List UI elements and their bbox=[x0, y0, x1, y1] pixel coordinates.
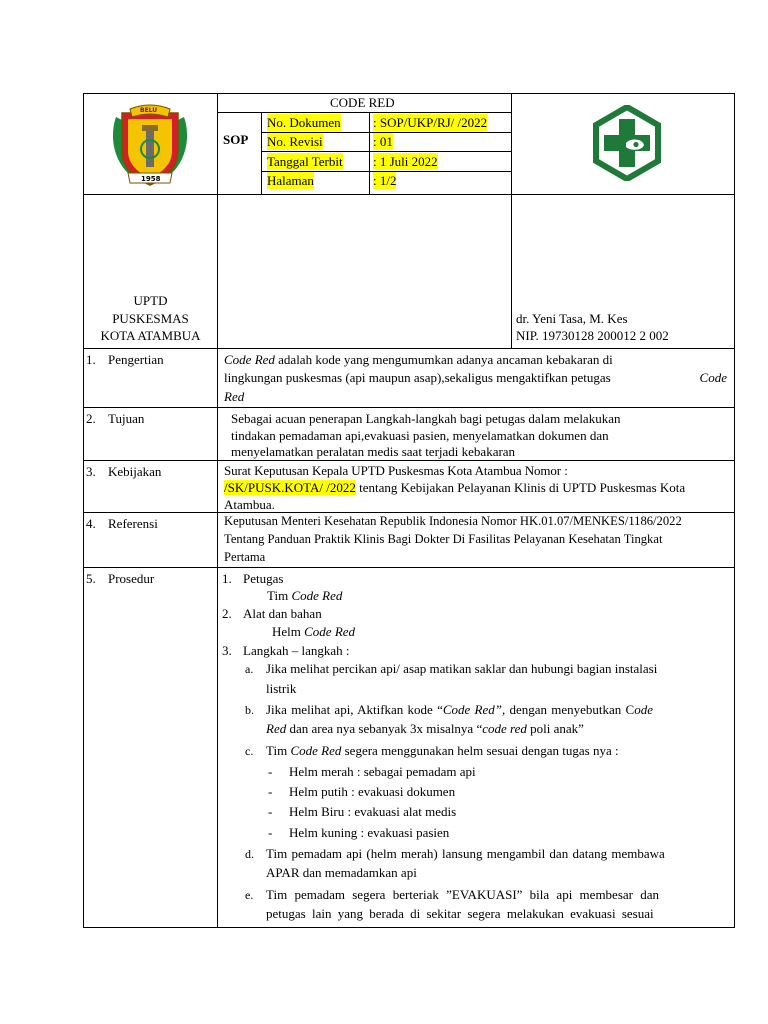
list-number: 2. bbox=[222, 606, 232, 621]
kebijakan-line: Atambua. bbox=[224, 497, 275, 512]
emblem-year-text: 1958 bbox=[141, 175, 161, 183]
step-d-line: Tim pemadam api (helm merah) lansung mengambil dan datang membawa bbox=[266, 846, 665, 861]
sop-label: SOP bbox=[223, 132, 249, 147]
issue-date-value: : 1 Juli 2022 bbox=[373, 154, 438, 169]
list-number: 3. bbox=[222, 643, 232, 658]
revision-label: No. Revisi bbox=[267, 134, 323, 149]
section-label-pengertian: Pengertian bbox=[108, 352, 164, 367]
belu-regency-emblem-icon bbox=[108, 99, 192, 189]
referensi-line: Tentang Panduan Praktik Klinis Bagi Dokter Di Fasilitas Pelayanan Kesehatan Tingkat bbox=[224, 532, 663, 546]
doc-number-label: No. Dokumen bbox=[267, 115, 341, 130]
page-value: : 1/2 bbox=[373, 173, 397, 188]
list-number: 1. bbox=[222, 571, 232, 586]
pengertian-line: lingkungan puskesmas (api maupun asap),sekaligus mengaktifkan petugas Code bbox=[224, 370, 727, 385]
section-number: 3. bbox=[86, 464, 96, 479]
dash-bullet: - bbox=[268, 804, 273, 819]
dash-bullet: - bbox=[268, 764, 273, 779]
decree-number: /SK/PUSK.KOTA/ /2022 bbox=[224, 480, 356, 495]
section-label-referensi: Referensi bbox=[108, 516, 158, 531]
section-number: 4. bbox=[86, 516, 96, 531]
document-title: CODE RED bbox=[330, 95, 395, 110]
signer-nip: NIP. 19730128 200012 2 002 bbox=[516, 328, 669, 343]
page-label: Halaman bbox=[267, 173, 314, 188]
doc-number-value: : SOP/UKP/RJ/ /2022 bbox=[373, 115, 488, 130]
puskesmas-cross-logo-icon bbox=[592, 105, 662, 181]
list-letter: e. bbox=[245, 888, 254, 902]
organization-name: UPTD PUSKESMAS KOTA ATAMBUA bbox=[100, 293, 201, 343]
prosedur-item-alat: Alat dan bahan bbox=[243, 606, 322, 621]
kebijakan-line: /SK/PUSK.KOTA/ /2022 tentang Kebijakan Pelayanan Klinis di UPTD Puskesmas Kota bbox=[224, 480, 686, 495]
section-label-prosedur: Prosedur bbox=[108, 571, 155, 586]
tujuan-line: tindakan pemadaman api,evakuasi pasien, menyelamatkan dokumen dan bbox=[231, 428, 609, 443]
section-label-kebijakan: Kebijakan bbox=[108, 464, 162, 479]
helm-item: Helm putih : evakuasi dokumen bbox=[289, 784, 456, 799]
signer-name: dr. Yeni Tasa, M. Kes bbox=[516, 311, 628, 326]
emblem-top-text: BELU bbox=[140, 107, 158, 114]
step-a-line: Jika melihat percikan api/ asap matikan saklar dan hubungi bagian instalasi bbox=[266, 661, 658, 676]
tujuan-line: Sebagai acuan penerapan Langkah-langkah bagi petugas dalam melakukan bbox=[231, 411, 621, 426]
dash-bullet: - bbox=[268, 784, 273, 799]
list-letter: a. bbox=[245, 662, 254, 676]
dash-bullet: - bbox=[268, 825, 273, 840]
helm-item: Helm merah : sebagai pemadam api bbox=[289, 764, 476, 779]
referensi-line: Keputusan Menteri Kesehatan Republik Indonesia Nomor HK.01.07/MENKES/1186/2022 bbox=[224, 514, 682, 528]
kebijakan-line: Surat Keputusan Kepala UPTD Puskesmas Kota Atambua Nomor : bbox=[224, 463, 568, 478]
prosedur-sub-item: Helm Code Red bbox=[272, 624, 356, 639]
list-letter: b. bbox=[245, 703, 254, 717]
step-b-line: Red dan area nya sebanyak 3x misalnya “code red poli anak” bbox=[266, 721, 584, 736]
section-number: 5. bbox=[86, 571, 96, 586]
pengertian-line: Red bbox=[224, 389, 245, 404]
step-e-line: petugas lain yang berada di sekitar segera melakukan evakuasi sesuai bbox=[266, 906, 654, 921]
section-number: 2. bbox=[86, 411, 96, 426]
step-d-line: APAR dan memadamkan api bbox=[266, 865, 417, 880]
pengertian-line: Code Red adalah kode yang mengumumkan adanya ancaman kebakaran di bbox=[224, 352, 613, 367]
section-label-tujuan: Tujuan bbox=[108, 411, 145, 426]
referensi-line: Pertama bbox=[224, 550, 266, 564]
step-b-line: Jika melihat api, Aktifkan kode “Code Red”, dengan menyebutkan Code bbox=[266, 702, 654, 717]
step-c-line: Tim Code Red segera menggunakan helm sesuai dengan tugas nya : bbox=[266, 743, 619, 758]
prosedur-item-langkah: Langkah – langkah : bbox=[243, 643, 350, 658]
prosedur-sub-item: Tim Code Red bbox=[267, 588, 343, 603]
prosedur-item-petugas: Petugas bbox=[243, 571, 284, 586]
list-letter: d. bbox=[245, 847, 254, 861]
tujuan-line: menyelamatkan peralatan medis saat terjadi kebakaran bbox=[231, 444, 516, 459]
step-e-line: Tim pemadam segera berteriak ”EVAKUASI” bila api membesar dan bbox=[266, 887, 660, 902]
list-letter: c. bbox=[245, 744, 254, 758]
revision-value: : 01 bbox=[373, 134, 393, 149]
issue-date-label: Tanggal Terbit bbox=[267, 154, 343, 169]
helm-item: Helm kuning : evakuasi pasien bbox=[289, 825, 450, 840]
helm-item: Helm Biru : evakuasi alat medis bbox=[289, 804, 457, 819]
step-a-line: listrik bbox=[266, 681, 297, 696]
section-number: 1. bbox=[86, 352, 96, 367]
